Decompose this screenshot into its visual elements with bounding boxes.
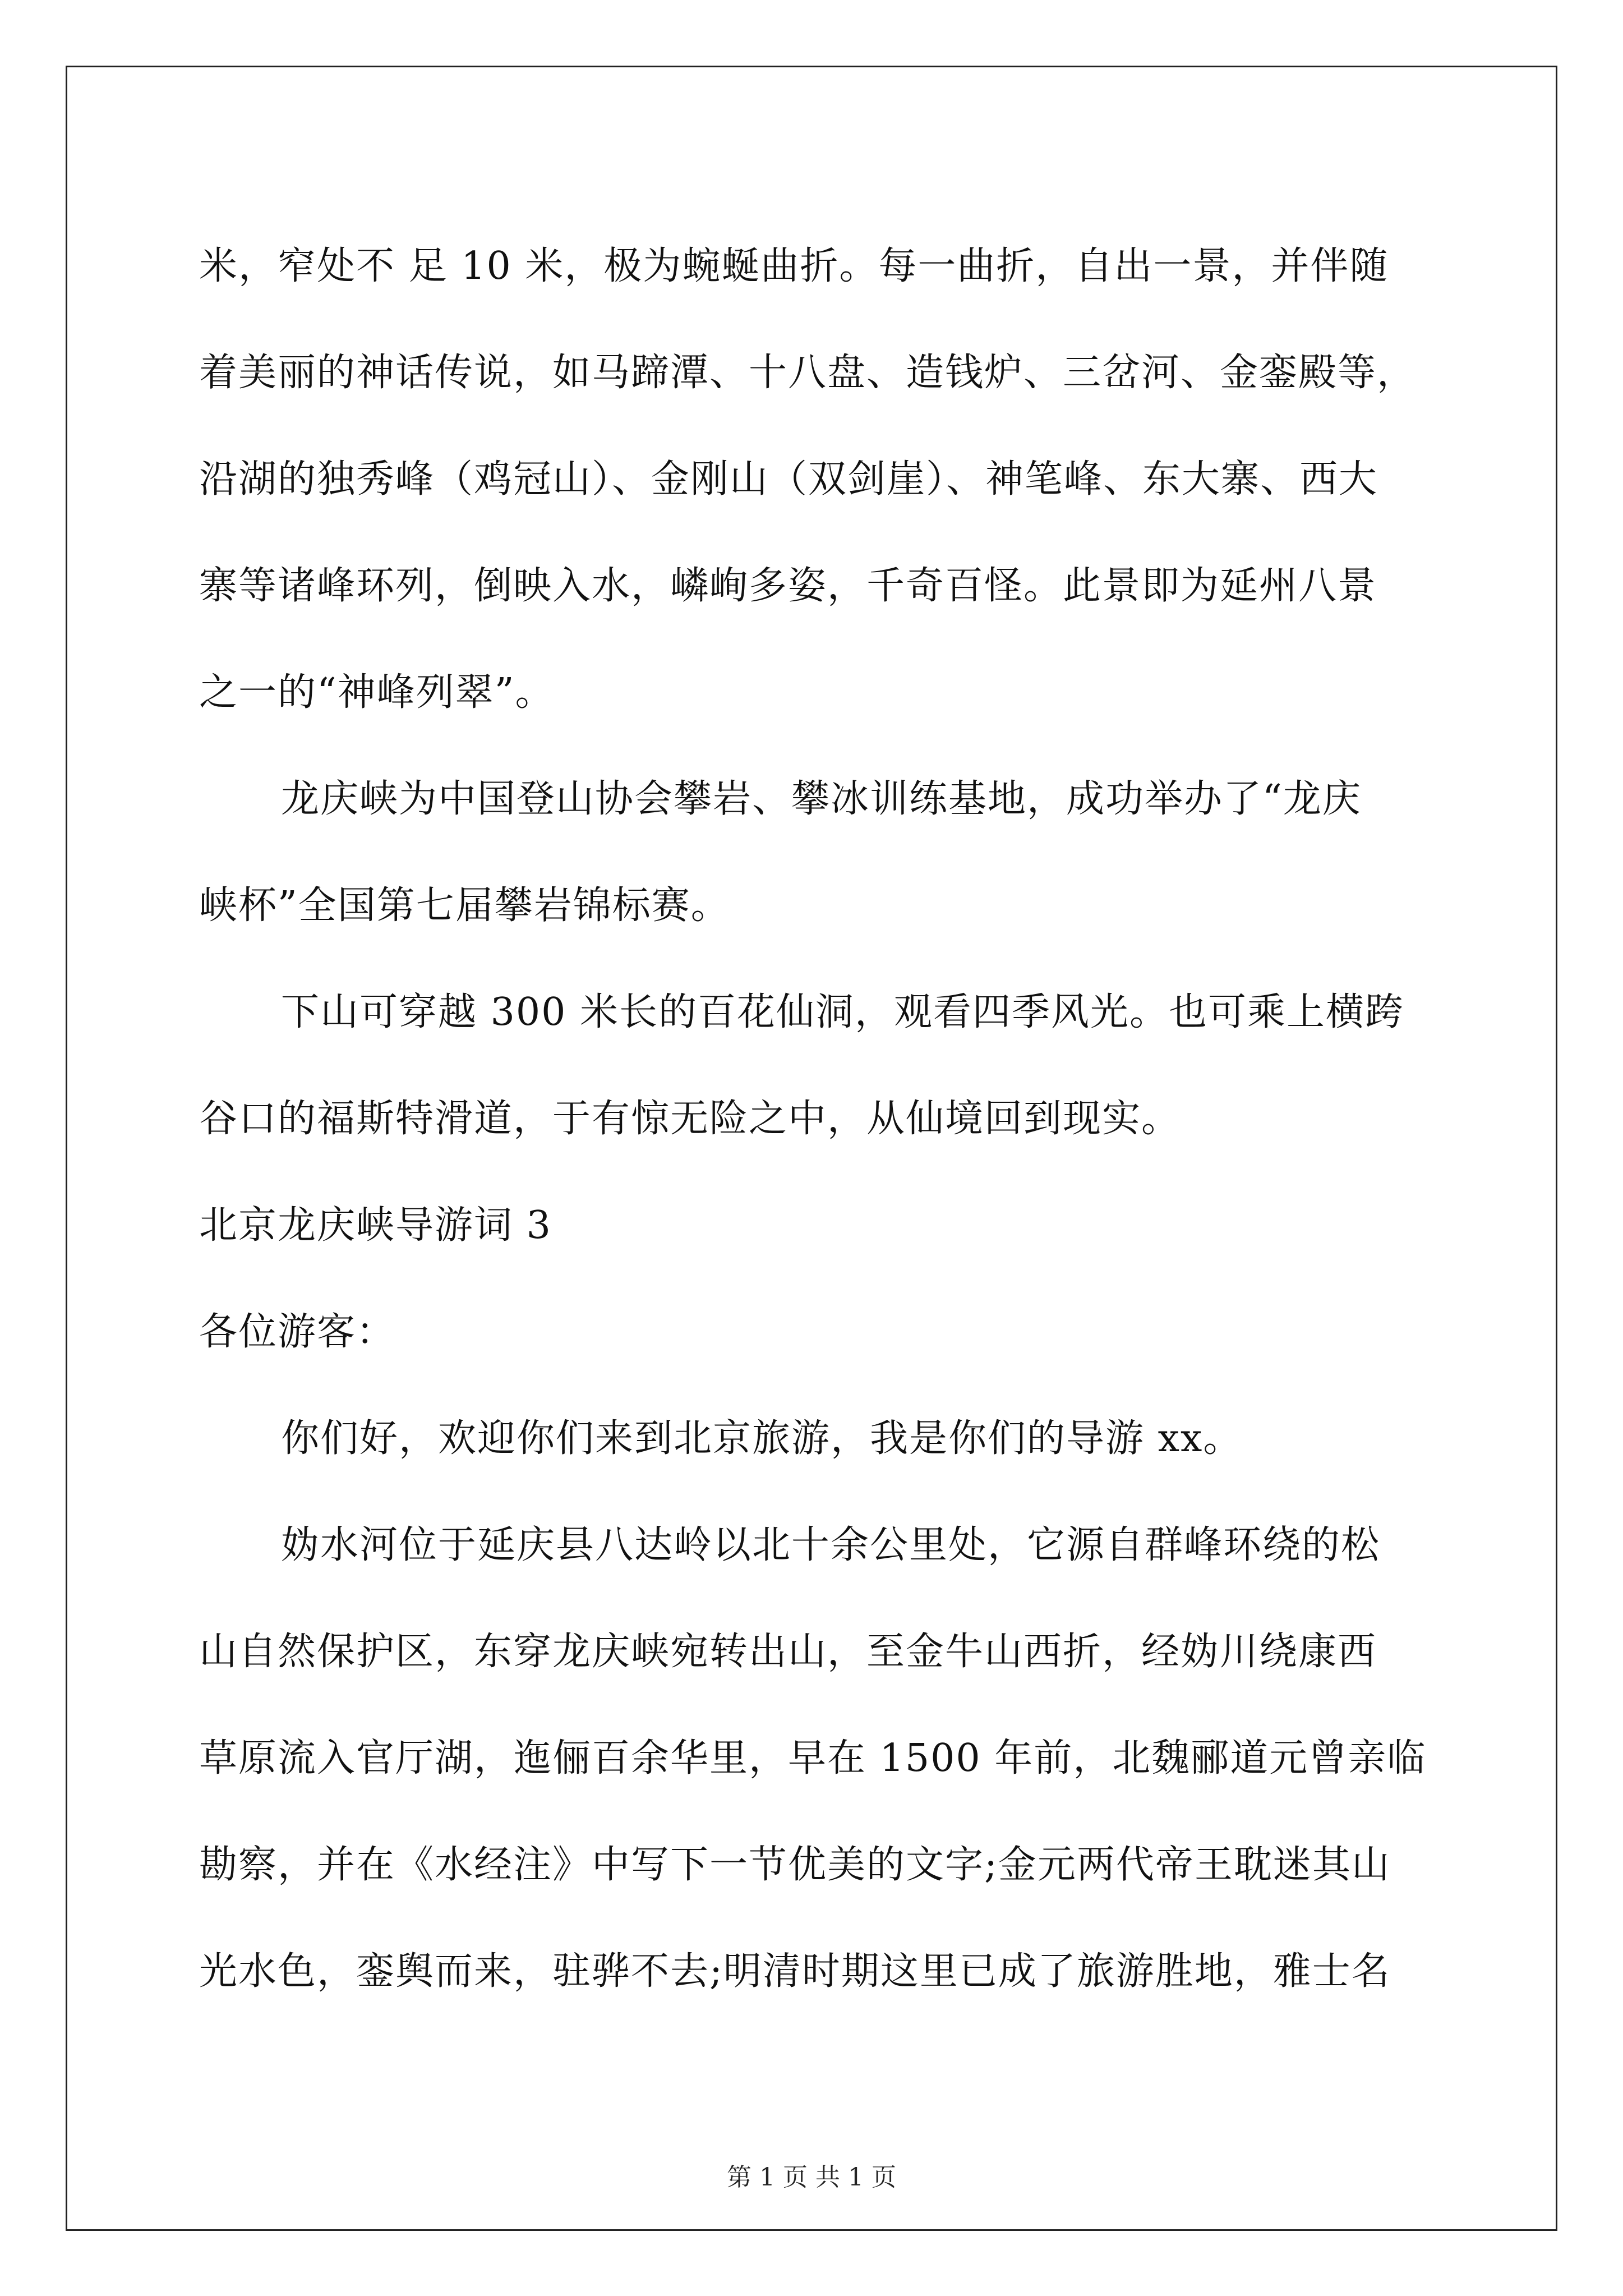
text-line: 峡杯”全国第七届攀岩锦标赛。 xyxy=(199,884,730,928)
text-line: 妫水河位于延庆县八达岭以北十余公里处，它源自群峰环绕的松 xyxy=(281,1523,1381,1567)
text-line: 山自然保护区，东穿龙庆峡宛转出山，至金牛山西折，经妫川绕康西 xyxy=(199,1630,1377,1674)
section-heading: 北京龙庆峡导游词 3 xyxy=(199,1203,552,1248)
text-line: 光水色，銮舆而来，驻骅不去;明清时期这里已成了旅游胜地，雅士名 xyxy=(199,1949,1391,1994)
text-line: 寨等诸峰环列，倒映入水，嶙峋多姿，千奇百怪。此景即为延州八景 xyxy=(199,564,1377,608)
text-line: 勘察，并在《水经注》中写下一节优美的文字;金元两代帝王耽迷其山 xyxy=(199,1843,1391,1887)
text-line: 龙庆峡为中国登山协会攀岩、攀冰训练基地，成功举办了“龙庆 xyxy=(281,777,1362,821)
text-line: 着美丽的神话传说，如马蹄潭、十八盘、造钱炉、三岔河、金銮殿等， xyxy=(199,351,1417,395)
document-body xyxy=(199,213,1438,2025)
text-line: 下山可穿越 300 米长的百花仙洞，观看四季风光。也可乘上横跨 xyxy=(281,990,1405,1034)
text-line: 你们好，欢迎你们来到北京旅游，我是你们的导游 xx。 xyxy=(281,1416,1243,1461)
text-line: 草原流入官厅湖，迤俪百余华里，早在 1500 年前，北魏郦道元曾亲临 xyxy=(199,1736,1427,1780)
page-footer: 第 1 页 共 1 页 xyxy=(727,2163,896,2192)
text-line: 谷口的福斯特滑道，于有惊无险之中，从仙境回到现实。 xyxy=(199,1097,1181,1141)
text-line: 沿湖的独秀峰（鸡冠山）、金刚山（双剑崖）、神笔峰、东大寨、西大 xyxy=(199,457,1378,501)
text-line: 米，窄处不 足 10 米，极为蜿蜒曲折。每一曲折，自出一景，并伴随 xyxy=(199,244,1389,288)
text-line: 之一的“神峰列翠”。 xyxy=(199,670,555,715)
salutation: 各位游客： xyxy=(199,1310,396,1354)
